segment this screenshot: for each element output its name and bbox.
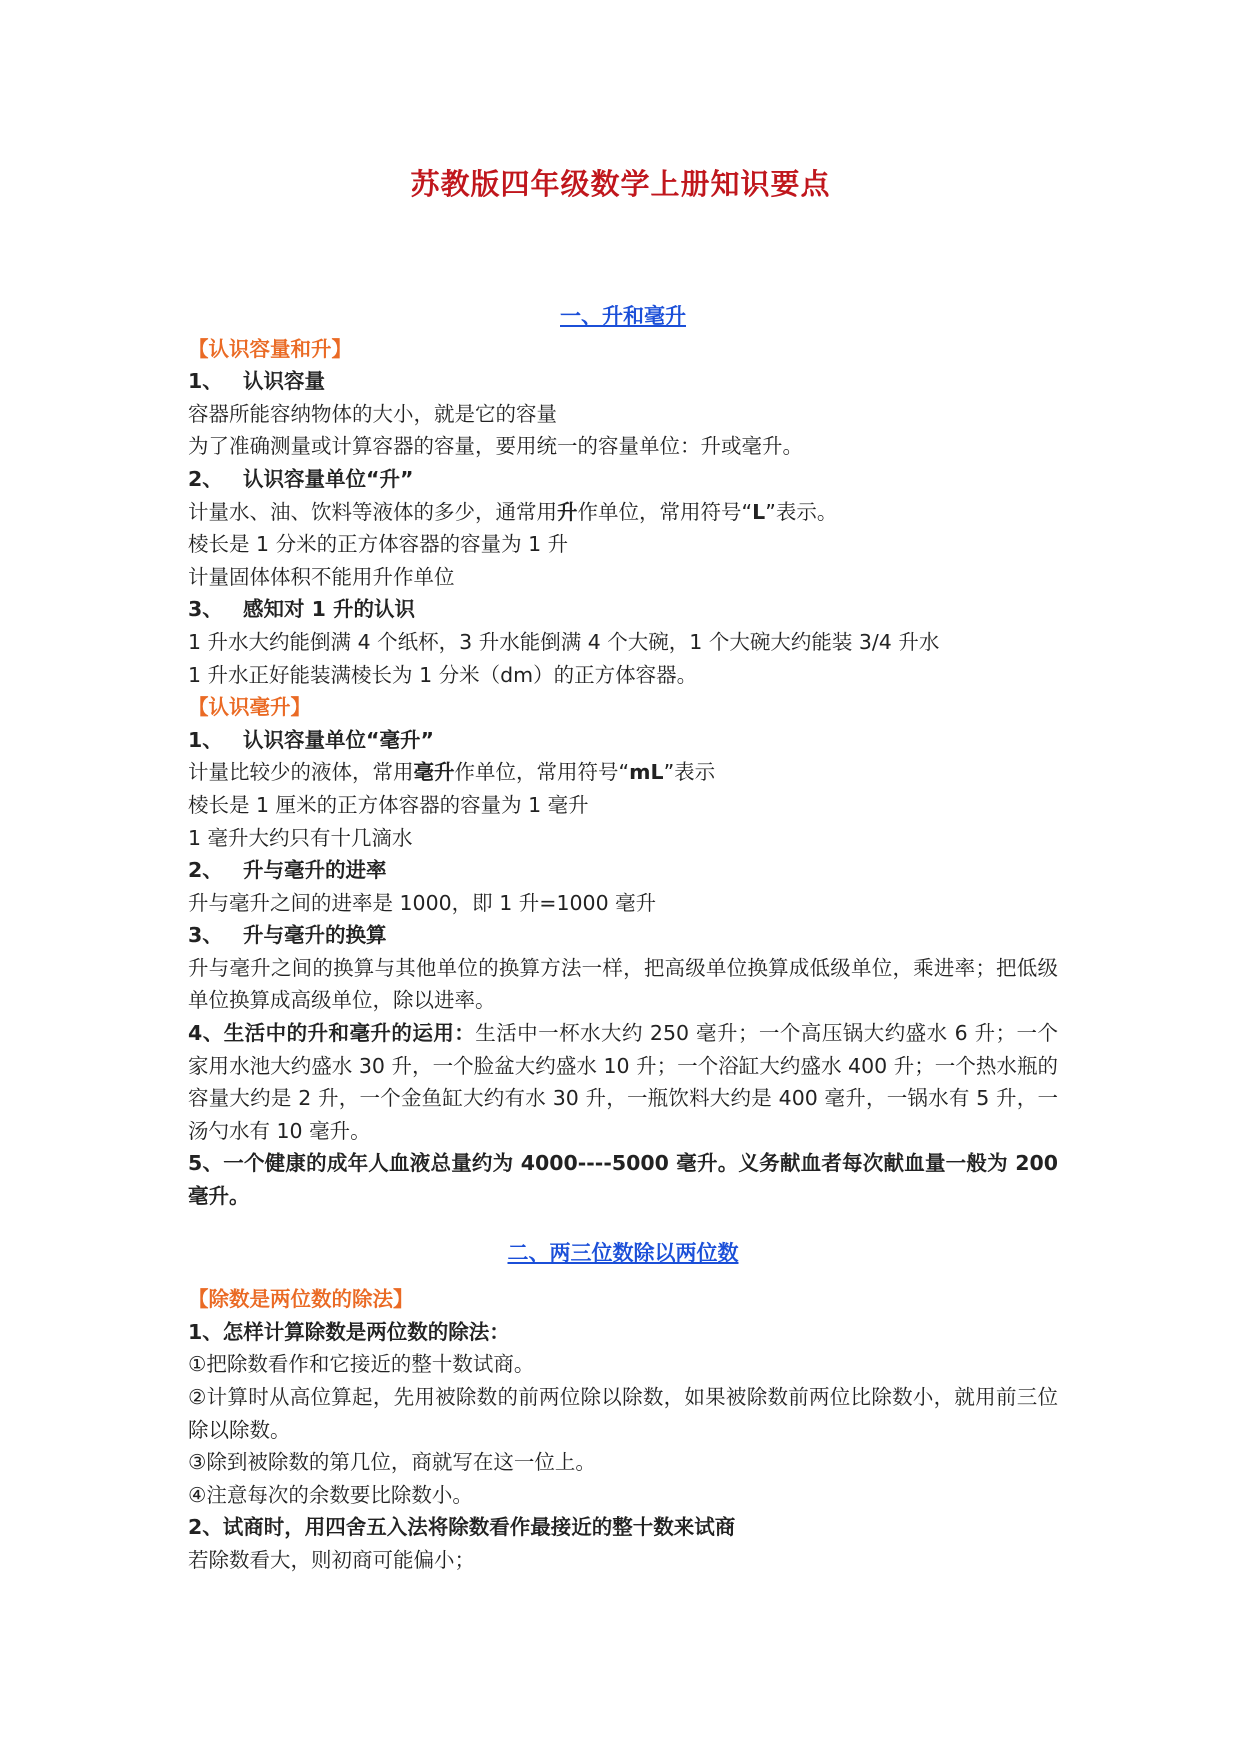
spacer (188, 1213, 1058, 1237)
paragraph-line: 计量固体体积不能用升作单位 (188, 564, 455, 589)
item-heading (188, 593, 1058, 626)
text-span: 计量比较少的液体，常用 (188, 760, 414, 785)
item-title: 升与毫升的换算 (243, 923, 387, 948)
paragraph (188, 1017, 1058, 1147)
text-span: 作单位，常用符号“ (577, 499, 753, 524)
paragraph-line: 为了准确测量或计算容器的容量，要用统一的容量单位：升或毫升。 (188, 434, 803, 459)
item-number: 2、 (188, 466, 223, 491)
paragraph-line (188, 756, 1058, 789)
paragraph-line: ③除到被除数的第几位，商就写在这一位上。 (188, 1450, 596, 1475)
item-title: 升与毫升的进率 (243, 858, 387, 883)
paragraph-line: ④注意每次的余数要比除数小。 (188, 1482, 473, 1507)
section-heading-1[interactable]: 一、升和毫升 (560, 304, 686, 328)
item-heading (188, 919, 1058, 952)
item-heading (188, 854, 1058, 887)
paragraph-line: 若除数看大，则初商可能偏小； (188, 1547, 475, 1572)
text-span: ”表示。 (765, 499, 838, 524)
section-heading-2[interactable]: 二、两三位数除以两位数 (507, 1240, 739, 1265)
paragraph: 5、一个健康的成年人血液总量约为 4000----5000 毫升。义务献血者每次献血量一般为 200 毫升。 (188, 1151, 1058, 1209)
item-title: 感知对 1 升的认识 (243, 597, 416, 622)
page-title: 苏教版四年级数学上册知识要点 (410, 167, 831, 201)
paragraph-line: ①把除数看作和它接近的整十数试商。 (188, 1352, 535, 1377)
item-heading (188, 463, 1058, 496)
item-number: 1、 (188, 369, 223, 394)
paragraph-line: 升与毫升之间的进率是 1000，即 1 升=1000 毫升 (188, 890, 657, 915)
text-span: ”表示 (663, 760, 716, 785)
item-number: 1、 (188, 727, 223, 752)
paragraph-line (188, 496, 1058, 529)
item-title: 认识容量 (243, 369, 325, 394)
subsection-label: 【认识容量和升】 (188, 336, 352, 361)
spacer (188, 1269, 1058, 1283)
paragraph-line: 1 毫升大约只有十几滴水 (188, 825, 413, 850)
item-number: 3、 (188, 597, 223, 622)
text-span: 计量水、油、饮料等液体的多少，通常用 (188, 499, 557, 524)
item-heading (188, 365, 1058, 398)
paragraph-line: 棱长是 1 分米的正方体容器的容量为 1 升 (188, 532, 569, 557)
paragraph-line: 容器所能容纳物体的大小，就是它的容量 (188, 401, 557, 426)
item-heading (188, 724, 1058, 757)
document-body (188, 300, 1058, 1577)
item-heading: 2、试商时，用四舍五入法将除数看作最接近的整十数来试商 (188, 1515, 736, 1540)
paragraph: ②计算时从高位算起，先用被除数的前两位除以除数，如果被除数前两位比除数小，就用前三位除以除数。 (188, 1385, 1058, 1442)
unit-symbol: mL (629, 760, 664, 785)
subsection-label: 【除数是两位数的除法】 (188, 1287, 414, 1312)
bold-term: 毫升 (413, 760, 455, 785)
unit-symbol: L (752, 499, 766, 524)
paragraph-line: 棱长是 1 厘米的正方体容器的容量为 1 毫升 (188, 792, 589, 817)
bold-term: 升 (557, 499, 578, 524)
paragraph-lead: 4、生活中的升和毫升的运用： (188, 1021, 476, 1046)
subsection-label: 【认识毫升】 (188, 695, 311, 720)
paragraph-line: 1 升水正好能装满棱长为 1 分米（dm）的正方体容器。 (188, 662, 698, 687)
item-heading: 1、怎样计算除数是两位数的除法： (188, 1319, 510, 1344)
paragraph-text: 生活中一杯水大约 250 毫升；一个高压锅大约盛水 6 升；一个家用水池大约盛水 30 升，一个脸盆大约盛水 10 升；一个浴缸大约盛水 400 升；一个热水瓶的容量大约是 2 升，一个金鱼缸大约有水 30 升，一瓶饮料大约是 400 毫升，一锅水有 5 升，一汤勺水有 10 毫升。 (188, 1021, 1058, 1143)
paragraph-line: 1 升水大约能倒满 4 个纸杯，3 升水能倒满 4 个大碗，1 个大碗大约能装 3/4 升水 (188, 629, 940, 654)
item-title: 认识容量单位“升” (243, 466, 414, 491)
item-number: 3、 (188, 923, 223, 948)
item-title: 认识容量单位“毫升” (243, 727, 434, 752)
item-number: 2、 (188, 858, 223, 883)
text-span: 作单位，常用符号“ (454, 760, 630, 785)
paragraph: 升与毫升之间的换算与其他单位的换算方法一样，把高级单位换算成低级单位，乘进率；把低级单位换算成高级单位，除以进率。 (188, 955, 1058, 1013)
